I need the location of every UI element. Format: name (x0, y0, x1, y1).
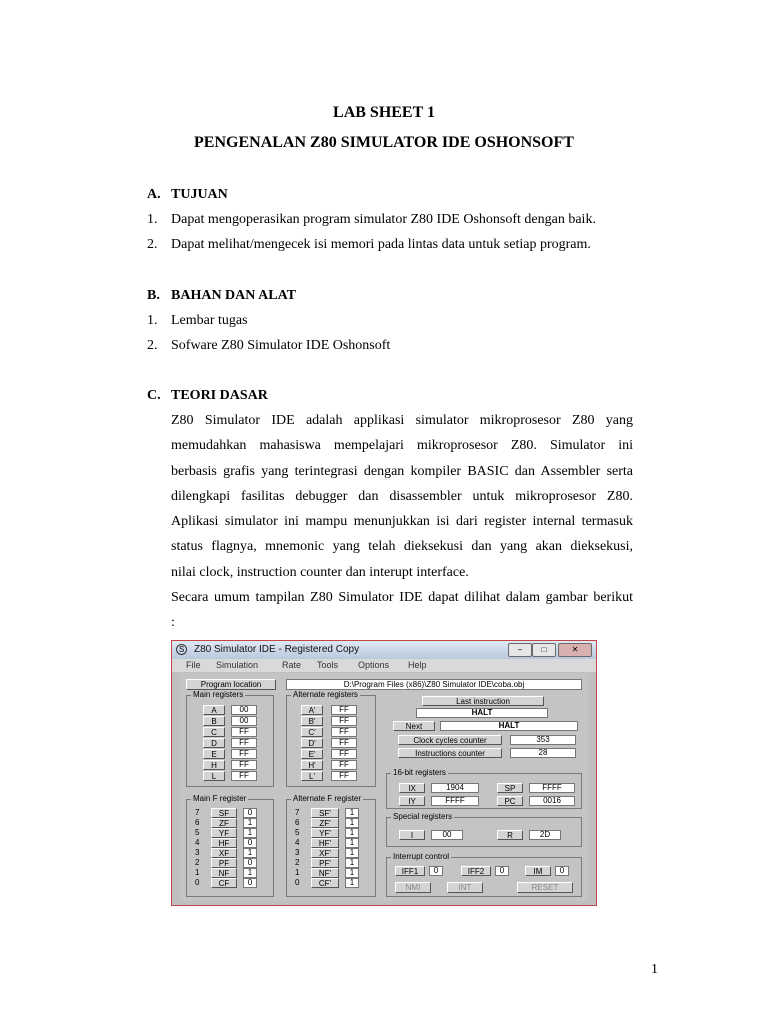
register-name[interactable]: E' (301, 749, 323, 759)
register-name[interactable]: L' (301, 771, 323, 781)
sp-register-value[interactable]: FFFF (529, 783, 575, 793)
group-label: Special registers (393, 812, 453, 821)
ix-register-value[interactable]: 1904 (431, 783, 479, 793)
flag-name[interactable]: CF' (311, 878, 339, 888)
register-name[interactable]: A (203, 705, 225, 715)
flag-bit: 0 (295, 878, 300, 887)
i-register-button[interactable]: I (399, 830, 425, 840)
pc-register-value[interactable]: 0016 (529, 796, 575, 806)
i-register-value[interactable]: 00 (431, 830, 463, 840)
flag-name[interactable]: YF' (311, 828, 339, 838)
section-a-heading (147, 187, 228, 203)
paragraph-line: Secara umum tampilan Z80 Simulator IDE dapat dilihat dalam gambar berikut (171, 590, 633, 606)
section-title: BAHAN DAN ALAT (171, 288, 296, 303)
register-value[interactable]: FF (331, 716, 357, 726)
register-value[interactable]: 00 (231, 705, 257, 715)
last-instruction-button[interactable]: Last instruction (422, 696, 544, 706)
group-label: Main F register (193, 794, 247, 803)
document-subtitle: PENGENALAN Z80 SIMULATOR IDE OSHONSOFT (194, 134, 574, 151)
clock-cycles-value: 353 (510, 735, 576, 745)
instructions-counter-button[interactable]: Instructions counter (398, 748, 502, 758)
flag-bit: 4 (195, 838, 200, 847)
register-name[interactable]: L (203, 771, 225, 781)
sp-register-button[interactable]: SP (497, 783, 523, 793)
register-value[interactable]: FF (331, 760, 357, 770)
flag-bit: 6 (295, 818, 300, 827)
flag-value[interactable]: 1 (243, 828, 257, 838)
flag-name[interactable]: YF (211, 828, 237, 838)
register-value[interactable]: FF (231, 738, 257, 748)
group-label: Alternate F register (293, 794, 362, 803)
flag-bit: 7 (295, 808, 300, 817)
app-logo-icon: S (176, 644, 187, 655)
section-b-heading (147, 288, 296, 304)
flag-name[interactable]: ZF' (311, 818, 339, 828)
menu-tools[interactable]: Tools (317, 660, 339, 670)
flag-name[interactable]: SF' (311, 808, 339, 818)
item-number: 1. (147, 212, 158, 227)
flag-bit: 4 (295, 838, 300, 847)
register-name[interactable]: B (203, 716, 225, 726)
alat-item (147, 338, 390, 354)
paragraph-line: Aplikasi simulator ini mampu menunjukkan isi dari register internal termasuk (171, 514, 633, 530)
lab-sheet-title: LAB SHEET 1 (333, 104, 435, 121)
page-number: 1 (651, 962, 658, 977)
simulator-client-area (180, 673, 588, 901)
flag-value[interactable]: 1 (345, 818, 359, 828)
im-value[interactable]: 0 (555, 866, 569, 876)
flag-bit: 3 (195, 848, 200, 857)
section-title: TUJUAN (171, 187, 228, 202)
paragraph-line: Z80 Simulator IDE adalah applikasi simulator mikroprosesor Z80 yang (171, 413, 633, 428)
r-register-value[interactable]: 2D (529, 830, 561, 840)
flag-name[interactable]: SF (211, 808, 237, 818)
section-letter: A. (147, 187, 161, 202)
flag-value[interactable]: 0 (243, 838, 257, 848)
register-name[interactable]: H' (301, 760, 323, 770)
group-label: Main registers (193, 690, 244, 699)
alat-item (147, 313, 248, 329)
reset-button[interactable]: RESET (517, 882, 573, 893)
flag-value[interactable]: 1 (345, 838, 359, 848)
iy-register-value[interactable]: FFFF (431, 796, 479, 806)
iff2-button[interactable]: IFF2 (461, 866, 491, 876)
item-text: Lembar tugas (171, 313, 248, 328)
flag-name[interactable]: XF' (311, 848, 339, 858)
flag-name[interactable]: PF (211, 858, 237, 868)
paragraph-line: status flagnya, mnemonic yang telah dieksekusi dan yang akan dieksekusi, (171, 539, 633, 555)
section-letter: C. (147, 388, 161, 403)
register-name[interactable]: D' (301, 738, 323, 748)
flag-value[interactable]: 1 (243, 848, 257, 858)
item-number: 1. (147, 313, 158, 328)
register-name[interactable]: D (203, 738, 225, 748)
flag-bit: 3 (295, 848, 300, 857)
pc-register-button[interactable]: PC (497, 796, 523, 806)
section-letter: B. (147, 288, 160, 303)
flag-bit: 1 (295, 868, 300, 877)
bit16-registers-group (386, 768, 582, 809)
iff1-value[interactable]: 0 (429, 866, 443, 876)
register-name[interactable]: C (203, 727, 225, 737)
flag-name[interactable]: HF (211, 838, 237, 848)
register-value[interactable]: FF (331, 749, 357, 759)
r-register-button[interactable]: R (497, 830, 523, 840)
main-f-register-group (186, 794, 274, 897)
ix-register-button[interactable]: IX (399, 783, 425, 793)
alternate-registers-group (286, 690, 376, 787)
register-name[interactable]: E (203, 749, 225, 759)
paragraph-line: dilengkapi fasilitas debugger dan disassembler untuk mikroprosesor Z80. (171, 488, 633, 504)
flag-bit: 5 (295, 828, 300, 837)
menu-file[interactable]: File (186, 660, 201, 670)
register-name[interactable]: H (203, 760, 225, 770)
nmi-button[interactable]: NMI (395, 882, 431, 893)
flag-value[interactable]: 1 (345, 878, 359, 888)
register-value[interactable]: FF (231, 771, 257, 781)
interrupt-control-group (386, 852, 582, 897)
register-value[interactable]: FF (231, 760, 257, 770)
item-text: Dapat melihat/mengecek isi memori pada lintas data untuk setiap program. (171, 237, 591, 252)
next-button[interactable]: Next (393, 721, 435, 731)
menu-options[interactable]: Options (358, 660, 390, 670)
item-text: Dapat mengoperasikan program simulator Z80 IDE Oshonsoft dengan baik. (171, 212, 596, 227)
group-label: Alternate registers (293, 690, 358, 699)
program-path-field: D:\Program Files (x86)\Z80 Simulator IDE\coba.obj (286, 679, 582, 690)
menu-bar (172, 659, 596, 672)
iff1-button[interactable]: IFF1 (395, 866, 425, 876)
iy-register-button[interactable]: IY (399, 796, 425, 806)
flag-bit: 1 (195, 868, 200, 877)
item-number: 2. (147, 237, 158, 252)
window-title: Z80 Simulator IDE - Registered Copy (194, 644, 360, 655)
flag-name[interactable]: PF' (311, 858, 339, 868)
flag-value[interactable]: 1 (345, 868, 359, 878)
paragraph-line: : (171, 615, 175, 631)
register-value[interactable]: FF (331, 738, 357, 748)
minimize-icon[interactable]: – (508, 643, 532, 657)
alternate-f-register-group (286, 794, 376, 897)
last-instruction-field: HALT (416, 708, 548, 718)
register-value[interactable]: FF (331, 727, 357, 737)
program-location-button[interactable]: Program location (186, 679, 276, 690)
item-number: 2. (147, 338, 158, 353)
window-titlebar (172, 641, 596, 659)
flag-name[interactable]: NF' (311, 868, 339, 878)
flag-bit: 7 (195, 808, 200, 817)
flag-value[interactable]: 1 (345, 808, 359, 818)
special-registers-group (386, 812, 582, 847)
tujuan-item (147, 237, 591, 253)
register-value[interactable]: FF (231, 727, 257, 737)
flag-bit: 2 (295, 858, 300, 867)
flag-name[interactable]: NF (211, 868, 237, 878)
tujuan-item (147, 212, 596, 228)
flag-bit: 2 (195, 858, 200, 867)
flag-name[interactable]: CF (211, 878, 237, 888)
section-title: TEORI DASAR (171, 388, 268, 403)
flag-value[interactable]: 1 (345, 858, 359, 868)
paragraph-line: nilai clock, instruction counter dan interupt interface. (171, 564, 469, 580)
group-label: Interrupt control (393, 852, 450, 861)
paragraph-line: berbasis grafis yang terintegrasi dengan kompiler BASIC dan Assembler serta (171, 463, 633, 479)
flag-value[interactable]: 0 (243, 858, 257, 868)
main-registers-group (186, 690, 274, 787)
menu-help[interactable]: Help (408, 660, 427, 670)
flag-name[interactable]: ZF (211, 818, 237, 828)
menu-rate[interactable]: Rate (282, 660, 302, 670)
item-text: Sofware Z80 Simulator IDE Oshonsoft (171, 338, 391, 353)
register-name[interactable]: C' (301, 727, 323, 737)
flag-name[interactable]: XF (211, 848, 237, 858)
teori-paragraph (171, 408, 633, 636)
iff2-value[interactable]: 0 (495, 866, 509, 876)
next-instruction-field: HALT (440, 721, 578, 731)
flag-value[interactable]: 0 (243, 808, 257, 818)
paragraph-line: memudahkan mahasiswa mempelajari mikroprosesor Z80. Simulator ini (171, 438, 633, 454)
flag-name[interactable]: HF' (311, 838, 339, 848)
register-value[interactable]: FF (231, 749, 257, 759)
section-c-heading (147, 388, 268, 404)
register-name[interactable]: B' (301, 716, 323, 726)
register-value[interactable]: FF (331, 705, 357, 715)
int-button[interactable]: INT (447, 882, 483, 893)
group-label: 16-bit registers (393, 768, 446, 777)
register-name[interactable]: A' (301, 705, 323, 715)
simulator-window-screenshot (171, 640, 597, 906)
register-value[interactable]: FF (331, 771, 357, 781)
close-icon[interactable]: ✕ (558, 643, 592, 657)
clock-cycles-button[interactable]: Clock cycles counter (398, 735, 502, 745)
flag-bit: 6 (195, 818, 200, 827)
menu-simulation[interactable]: Simulation (216, 660, 259, 670)
flag-value[interactable]: 1 (345, 828, 359, 838)
flag-value[interactable]: 1 (345, 848, 359, 858)
flag-bit: 0 (195, 878, 200, 887)
flag-bit: 5 (195, 828, 200, 837)
flag-value[interactable]: 1 (243, 818, 257, 828)
im-button[interactable]: IM (525, 866, 551, 876)
maximize-icon[interactable]: □ (532, 643, 556, 657)
register-value[interactable]: 00 (231, 716, 257, 726)
flag-value[interactable]: 1 (243, 868, 257, 878)
instructions-counter-value: 28 (510, 748, 576, 758)
flag-value[interactable]: 0 (243, 878, 257, 888)
